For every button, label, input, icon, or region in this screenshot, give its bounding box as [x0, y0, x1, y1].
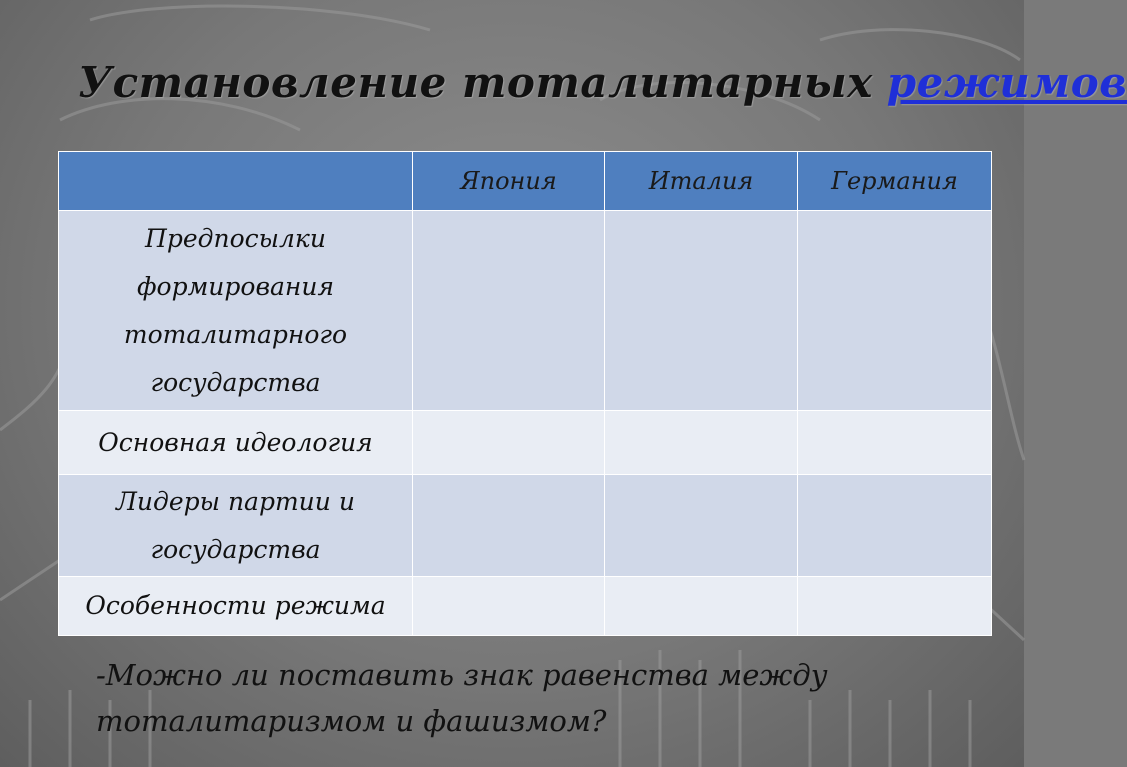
- row-label: Особенности режима: [59, 577, 413, 636]
- table-cell: [413, 475, 605, 577]
- table-cell: [798, 475, 992, 577]
- header-cell-germany: Германия: [798, 152, 992, 211]
- table-cell: [605, 577, 798, 636]
- title-text: Установление тоталитарных: [78, 58, 873, 107]
- table-cell: [798, 577, 992, 636]
- table-cell: [605, 411, 798, 475]
- table-cell: [605, 211, 798, 411]
- header-cell-empty: [59, 152, 413, 211]
- table-row: [59, 577, 992, 636]
- title-link[interactable]: режимов: [886, 58, 1127, 107]
- table-cell: [413, 577, 605, 636]
- table-cell: [605, 475, 798, 577]
- table-header-row: [59, 152, 992, 211]
- table-row: [59, 211, 992, 411]
- table-row: [59, 475, 992, 577]
- table-cell: [798, 411, 992, 475]
- table-cell: [798, 211, 992, 411]
- row-label: Основная идеология: [59, 411, 413, 475]
- row-label: Лидеры партии и государства: [59, 475, 413, 577]
- row-label: Предпосылки формирования тоталитарного государства: [59, 211, 413, 411]
- table-row: [59, 411, 992, 475]
- table-cell: [413, 211, 605, 411]
- comparison-table: [58, 151, 992, 636]
- header-cell-japan: Япония: [413, 152, 605, 211]
- slide-title: [78, 58, 1127, 107]
- discussion-question: -Можно ли поставить знак равенства между тоталитаризмом и фашизмом?: [96, 658, 828, 738]
- header-cell-italy: Италия: [605, 152, 798, 211]
- table-cell: [413, 411, 605, 475]
